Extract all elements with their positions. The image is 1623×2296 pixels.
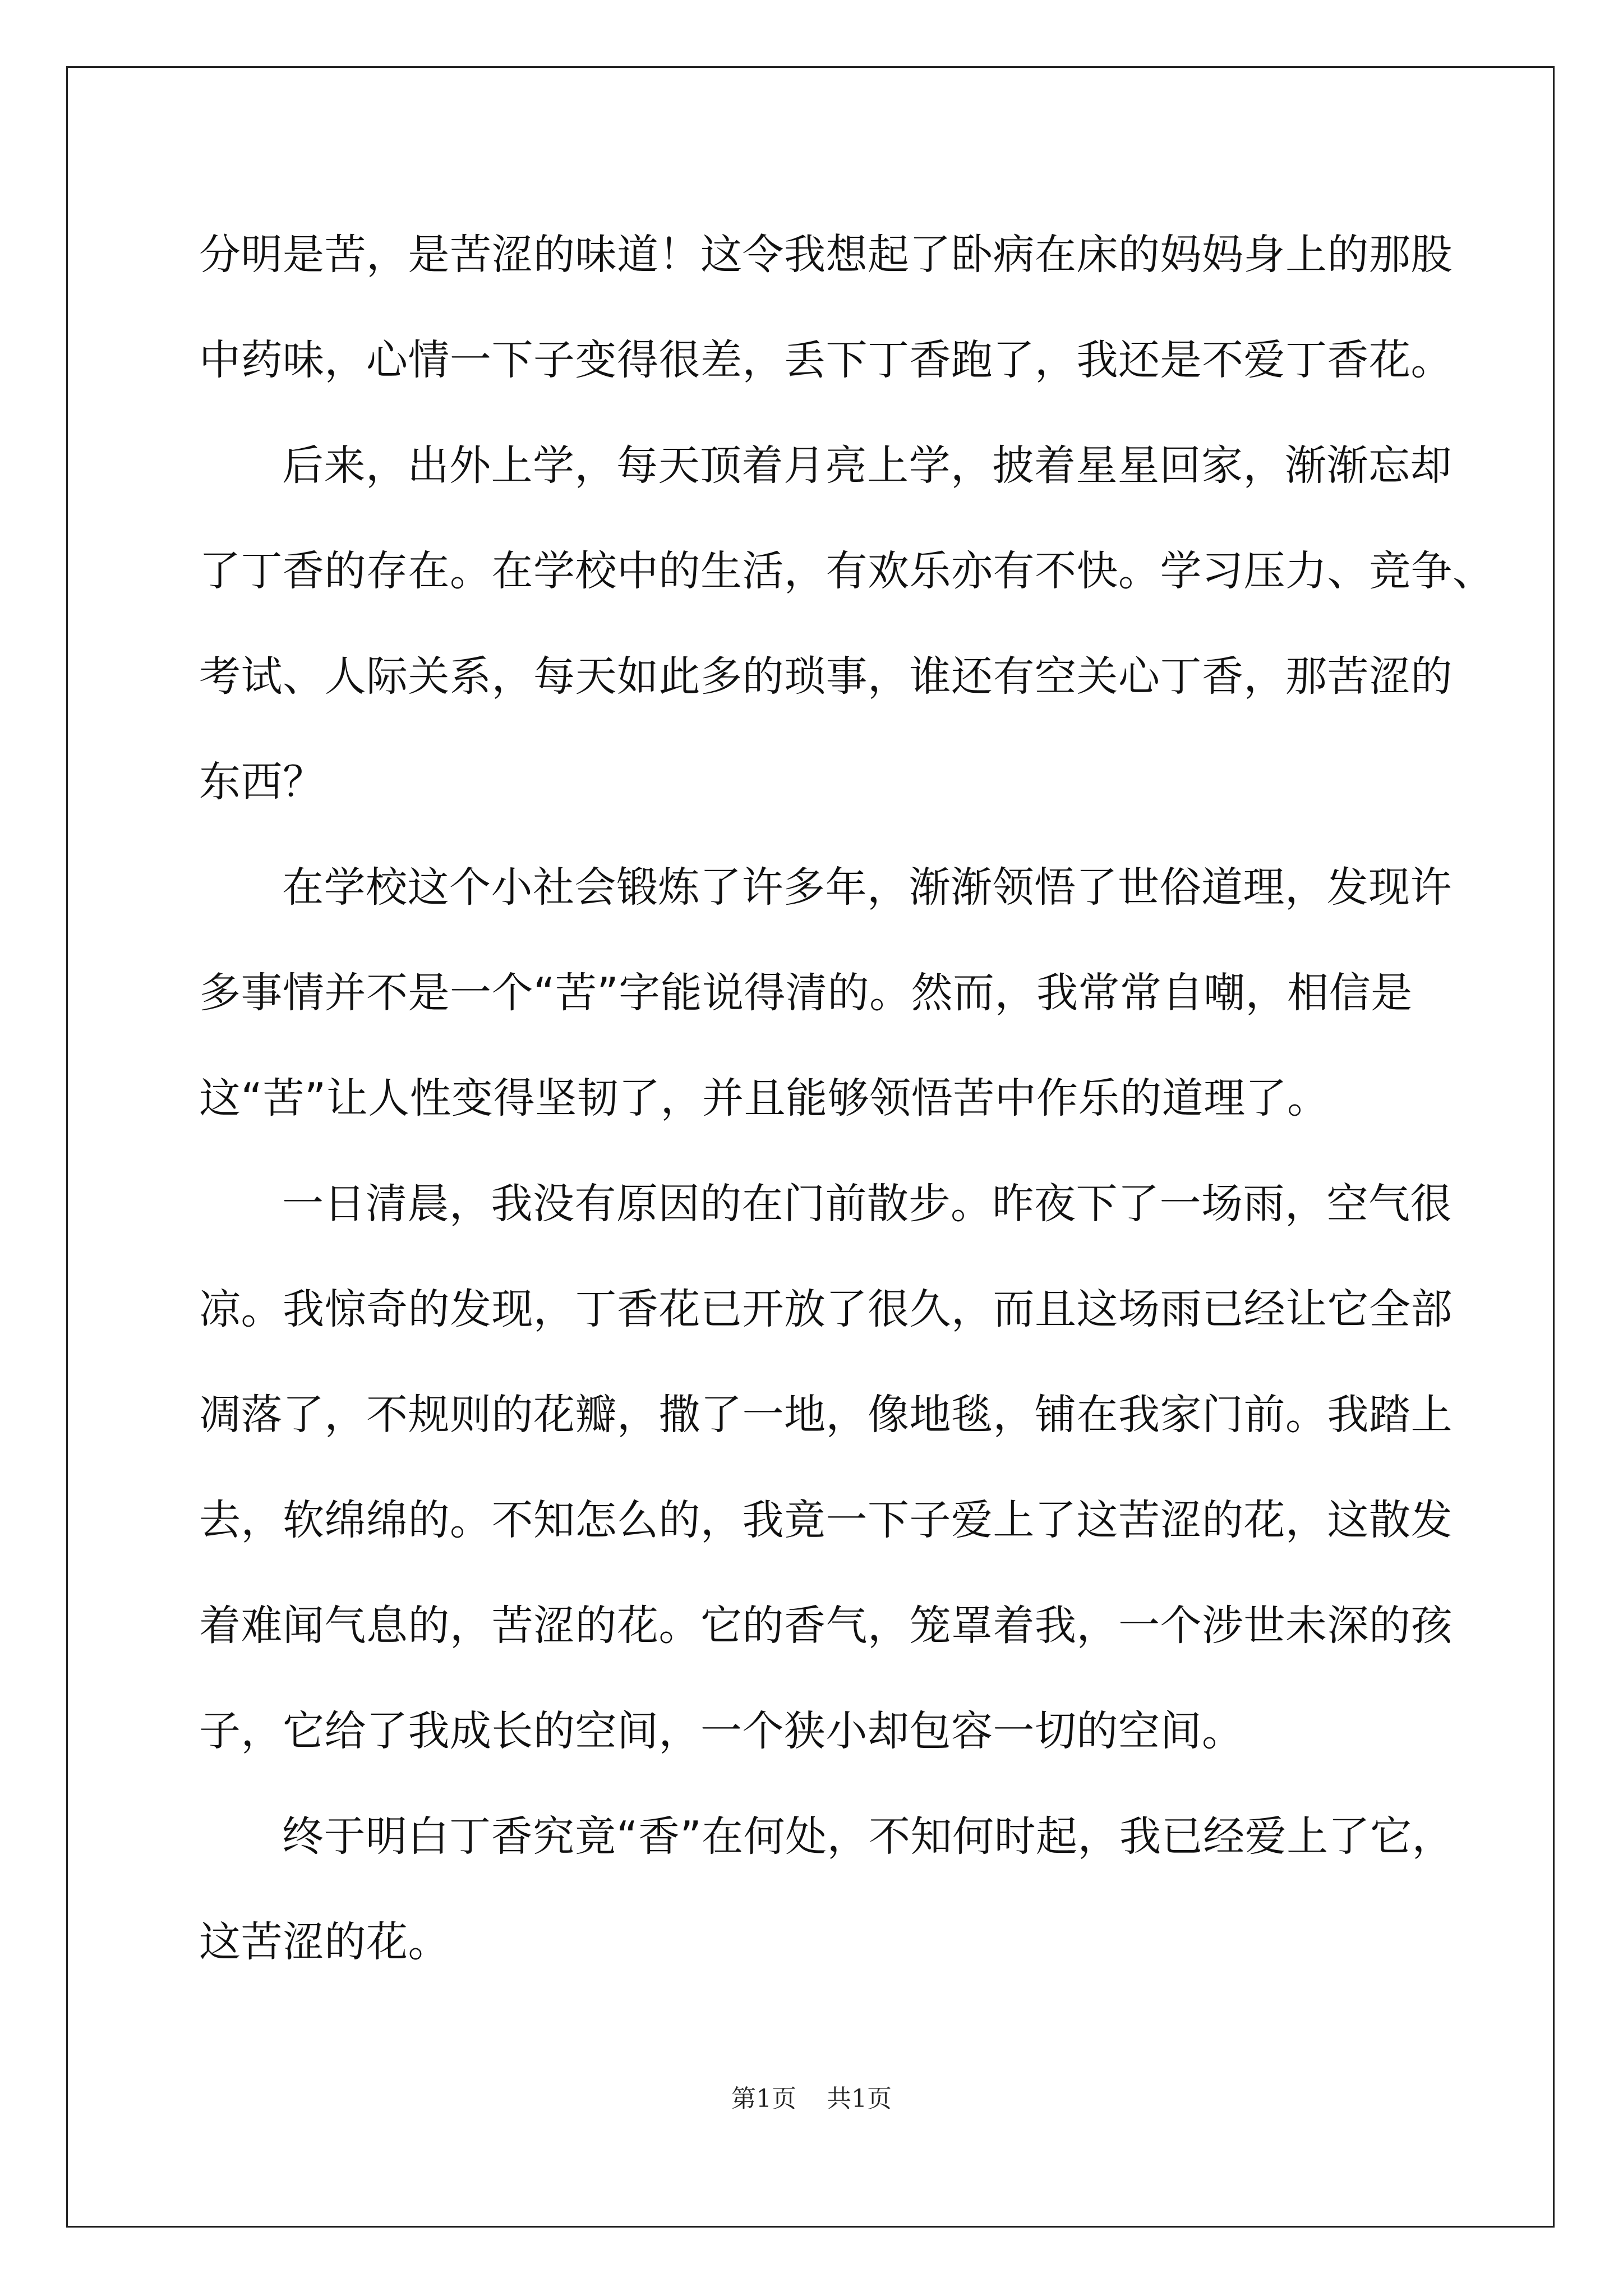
paragraph-start-line: 后来，出外上学，每天顶着月亮上学，披着星星回家，渐渐忘却	[282, 441, 1452, 490]
text-line: 凉。我惊奇的发现，丁香花已开放了很久，而且这场雨已经让它全部	[199, 1285, 1453, 1333]
paragraph-start-line: 在学校这个小社会锻炼了许多年，渐渐领悟了世俗道理，发现许	[282, 863, 1452, 912]
page-footer	[0, 2078, 1623, 2114]
page-number: 第1页	[731, 2085, 796, 2113]
text-line: 了丁香的存在。在学校中的生活，有欢乐亦有不快。学习压力、竞争、	[199, 547, 1495, 595]
paragraph-start-line: 终于明白丁香究竟“香”在何处，不知何时起，我已经爱上了它，	[282, 1812, 1454, 1861]
text-line: 子，它给了我成长的空间，一个狭小却包容一切的空间。	[199, 1707, 1244, 1755]
text-line: 多事情并不是一个“苦”字能说得清的。然而，我常常自嘲，相信是	[199, 969, 1413, 1017]
document-body	[199, 202, 1495, 1995]
text-line: 考试、人际关系，每天如此多的琐事，谁还有空关心丁香，那苦涩的	[199, 652, 1453, 701]
text-line: 中药味，心情一下子变得很差，丢下丁香跑了，我还是不爱丁香花。	[199, 336, 1453, 384]
paragraph-start-line: 一日清晨，我没有原因的在门前散步。昨夜下了一场雨，空气很	[282, 1180, 1452, 1228]
text-line: 分明是苦，是苦涩的味道！这令我想起了卧病在床的妈妈身上的那股	[199, 231, 1453, 279]
text-line: 这“苦”让人性变得坚韧了，并且能够领悟苦中作乐的道理了。	[199, 1074, 1329, 1122]
text-line: 着难闻气息的，苦涩的花。它的香气，笼罩着我，一个涉世未深的孩	[199, 1602, 1453, 1650]
text-line: 凋落了，不规则的花瓣，撒了一地，像地毯，铺在我家门前。我踏上	[199, 1391, 1453, 1439]
text-line: 去，软绵绵的。不知怎么的，我竟一下子爱上了这苦涩的花，这散发	[199, 1496, 1453, 1544]
total-pages: 共1页	[827, 2085, 892, 2113]
text-line: 这苦涩的花。	[199, 1918, 450, 1966]
text-line: 东西？	[199, 758, 325, 806]
